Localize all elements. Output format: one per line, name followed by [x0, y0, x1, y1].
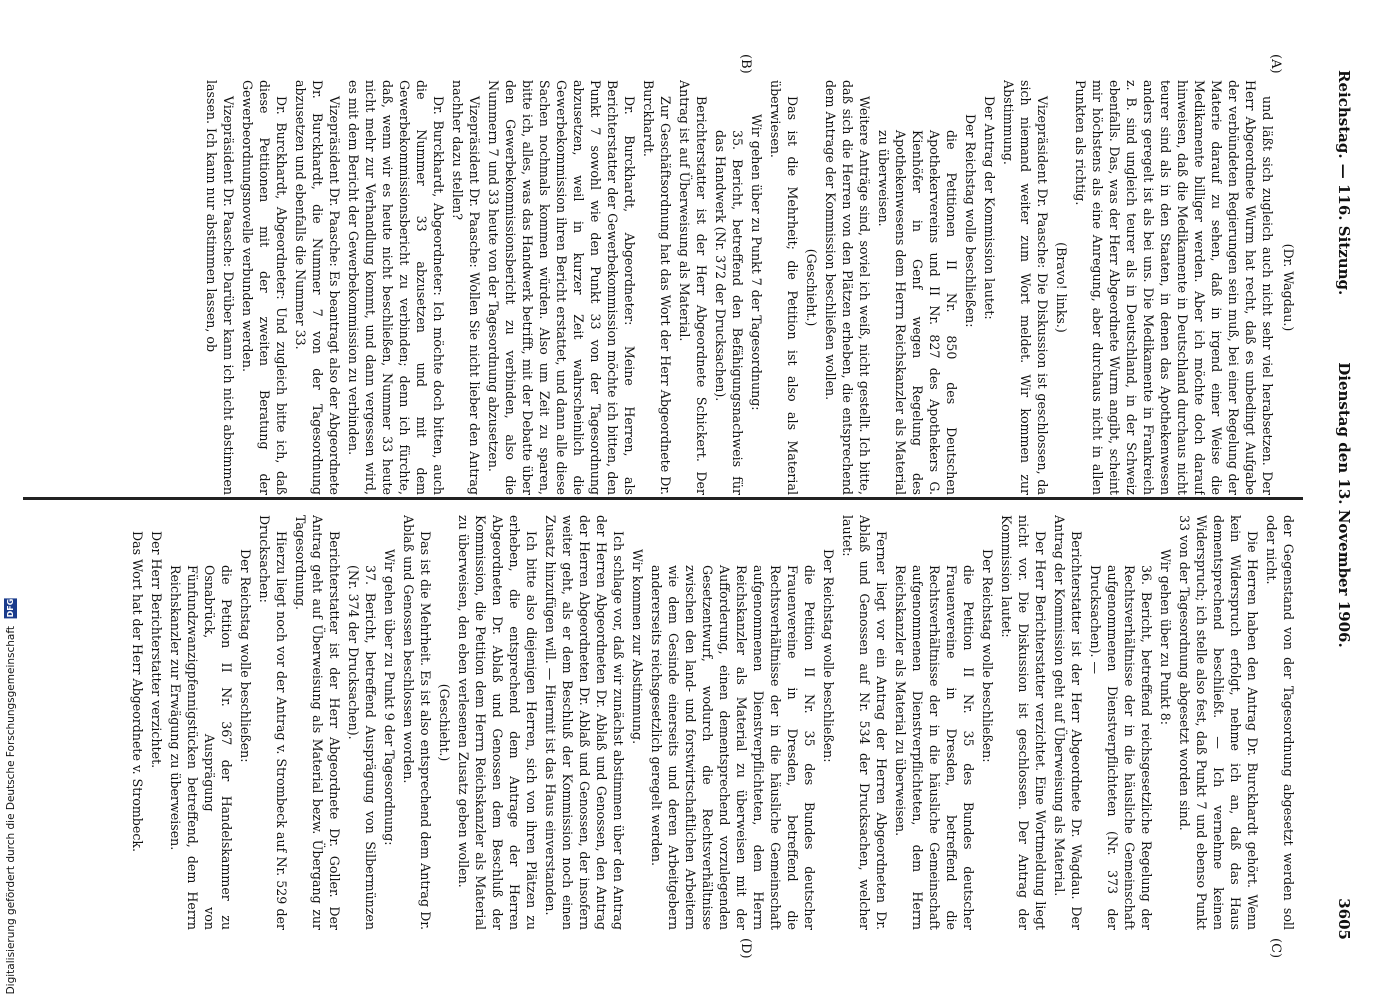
- paragraph: Berichterstatter ist der Herr Abgeordnete Dr. Wagdau. Der Antrag der Kommission geht auf Überweisung als Material.: [1052, 515, 1084, 930]
- paragraph: und läßt sich zugleich auch nicht sehr viel herabsetzen. Der Herr Abgeordnete Wurm hat recht, daß es unbedingt Aufgabe der verbündeten Regierungen sein muß, bei einer Regelung der Materie darauf zu sehen, daß in irgend einer Weise die Medikamente billiger werden. Aber ich möchte doch darauf hinweisen, daß die Medikamente in Deutschland durchaus nicht teurer sind als in den Staaten, in denen das Apothekenwesen anders geregelt ist als bei uns. Die Medikamente in Frankreich z. B. sind ungleich teurer als in Deutschland, in der Schweiz ebenfalls. Das, was der Herr Abgeordnete Wurm angibt, scheint mir höchstens als eine Anregung, aber durchaus nicht in allen Punkten als richtig.: [1073, 80, 1275, 495]
- paragraph: 37. Bericht, betreffend Ausprägung von Silbermünzen (Nr. 374 der Drucksachen).: [346, 565, 378, 930]
- paragraph: Vizepräsident Dr. Paasche: Die Diskussion ist geschlossen, da sich niemand weiter zum Wort meldet. Wir kommen zur Abstimmung.: [1001, 80, 1050, 495]
- sidebar: [0, 0, 22, 1000]
- margin-mark-c: (C): [1268, 938, 1283, 959]
- sidebar-credit: [4, 598, 17, 994]
- paragraph: Zur Geschäftsordnung hat das Wort der Herr Abgeordnete Dr. Burckhardt.: [641, 80, 673, 495]
- paragraph: Vizepräsident Dr. Paasche: Darüber kann ich nicht abstimmen lassen. Ich kann nur abstimmen lassen, ob: [204, 80, 236, 495]
- paragraph: die Petition II Nr. 35 des Bundes deutscher Frauenvereine in Dresden, betreffend die Rechtsverhältnisse der in die häusliche Gemeinschaft aufgenommenen Dienstverpflichteten, dem Herrn Reichskanzler als Material zu überweisen mit der Aufforderung, einen dementsprechend vorzulegenden Gesetzentwurf, wodurch die Rechtsverhältnisse zwischen den land- und forstwirtschaftlichen Arbeitern wie dem Gesinde einerseits und deren Arbeitgebern andererseits reichsgesetzlich geregelt werden.: [649, 565, 817, 930]
- paragraph: Der Antrag der Kommission lautet:: [982, 96, 997, 320]
- paragraph: Wir kommen zur Abstimmung.: [630, 549, 645, 745]
- paragraph: Wir gehen über zu Punkt 7 der Tagesordnung:: [749, 114, 764, 411]
- paragraph: Dr. Burckhardt, Abgeordneter: Und zugleich bitte ich, daß diese Petitionen mit der zweiten Beratung der Gewerbeordnungsnovelle verbunden werden.: [240, 80, 289, 495]
- paragraph: (Geschieht.): [437, 683, 452, 762]
- margin-mark-a: (A): [1268, 54, 1283, 74]
- paragraph: Wir gehen über zu Punkt 8:: [1158, 549, 1173, 726]
- paragraph: Der Reichstag wolle beschließen:: [980, 549, 995, 763]
- margin-mark-b: (B): [738, 54, 753, 74]
- page-number: 3605: [1335, 898, 1353, 940]
- column-divider: [23, 497, 1303, 500]
- paragraph: Wir gehen über zu Punkt 9 der Tagesordnung:: [382, 549, 397, 846]
- paragraph: Das Wort hat der Herr Abgeordnete v. Strombeck.: [130, 531, 145, 853]
- paragraph: (Geschieht.): [804, 248, 819, 327]
- paragraph: Berichterstatter ist der Herr Abgeordnete Dr. Goller. Der Antrag geht auf Überweisung als Material bezw. Übergang zur Tagesordnung.: [293, 515, 342, 930]
- paragraph: Ich schlage vor, daß wir zunächst abstimmen über den Antrag der Herren Abgeordneten Dr. Ablaß und Genossen, den Antrag der Herren Abgeordneten Dr. Ablaß und Genossen, der insofern weiter geht, als er dem Beschluß der Kommission noch einen Zusatz hinzufügen will. — Hiermit ist das Haus einverstanden.: [543, 515, 626, 930]
- paragraph: der Gegenstand von der Tagesordnung abgesetzt werden soll oder nicht.: [1264, 515, 1296, 930]
- paragraph: Ich bitte also diejenigen Herren, sich von ihren Plätzen zu erheben, die entsprechend dem Antrage der Herren Abgeordneten Dr. Ablaß und Genossen dem Beschluß der Kommission, die Petition dem Herrn Reichskanzler als Material zu überweisen, den eben verlesenen Zusatz geben wollen.: [456, 515, 539, 930]
- dfg-logo: DFG: [6, 598, 15, 618]
- header-session: Reichstag. — 116. Sitzung.: [1335, 70, 1353, 296]
- paragraph: Vizepräsident Dr. Paasche: Es beantragt also der Abgeordnete Dr. Burckhardt, die Nummer 7 von der Tagesordnung abzusetzen und ebenfalls die Nummer 33.: [293, 80, 342, 495]
- paragraph: die Petition II Nr. 35 des Bundes deutscher Frauenvereine in Dresden, betreffend die Rechtsverhältnisse der in die häusliche Gemeinschaft aufgenommenen Dienstverpflichteten, dem Herrn Reichskanzler als Material zu überweisen.: [893, 565, 976, 930]
- paragraph: Berichterstatter ist der Herr Abgeordnete Schickert. Der Antrag ist auf Überweisung als Material.: [677, 80, 709, 495]
- paragraph: Der Herr Berichterstatter verzichtet. Eine Wortmeldung liegt nicht vor. Die Diskussion ist geschlossen. Der Antrag der Kommission lautet:: [999, 515, 1048, 930]
- paragraph: Der Herr Berichterstatter verzichtet.: [149, 531, 164, 769]
- paragraph: 35. Bericht, betreffend den Befähigungsnachweis für das Handwerk (Nr. 372 der Drucksachen).: [713, 130, 745, 495]
- paragraph: Vizepräsident Dr. Paasche: Wollen Sie nicht lieber den Antrag nachher dazu stellen?: [450, 80, 482, 495]
- paragraph: Das ist die Mehrheit; die Petition ist also als Material überwiesen.: [768, 80, 800, 495]
- sidebar-credit-text: Digitalisierung gefördert durch die Deutsche Forschungsgemeinschaft: [5, 625, 17, 994]
- header-date: Dienstag den 13. November 1906.: [1335, 362, 1353, 648]
- paragraph: Die Herren haben den Antrag Dr. Burckhardt gehört. Wenn kein Widerspruch erfolgt, nehme ich an, daß das Haus dementsprechend beschließt. — Ich vernehme keinen Widerspruch; ich stelle also fest, daß Punkt 7 und ebenso Punkt 33 von der Tagesordnung abgesetzt worden sind.: [1177, 515, 1260, 930]
- paragraph: 36. Bericht, betreffend reichsgesetzliche Regelung der Rechtsverhältnisse der in die häusliche Gemeinschaft aufgenommenen Dienstverpflichteten (Nr. 373 der Drucksachen). —: [1088, 565, 1154, 930]
- paragraph: Das ist die Mehrheit. Es ist also entsprechend dem Antrag Dr. Ablaß und Genossen beschlossen worden.: [401, 515, 433, 930]
- paragraph: Weitere Anträge sind, soviel ich weiß, nicht gestellt. Ich bitte, daß sich die Herren von den Plätzen erheben, die entsprechend dem Antrage der Kommission beschließen wollen.: [823, 80, 872, 495]
- paragraph: Dr. Burckhardt, Abgeordneter: Meine Herren, als Berichterstatter der Gewerbekommission möchte ich bitten, den Punkt 7 sowohl wie den Punkt 33 von der Tagesordnung abzusetzen, weil in kurzer Zeit wahrscheinlich die Gewerbekommission ihren Bericht erstattet, und dann alle diese Sachen nochmals kommen würden. Also um Zeit zu sparen, bitte ich, alles, was das Handwerk betrifft, mit der Debatte über den Gewerbekommissionsbericht zu verbinden, also die Nummern 7 und 33 heute von der Tagesordnung abzusetzen.: [486, 80, 637, 495]
- right-column: [27, 515, 1297, 930]
- page-header: [1315, 70, 1375, 940]
- paragraph: Dr. Burckhardt, Abgeordneter: Ich möchte doch bitten, auch die Nummer 33 abzusetzen und mit dem Gewerbekommissionsbericht zu verbinden; denn ich fürchte, daß, wenn wir es heute nicht beschließen, Nummer 33 heute nicht mehr zur Verhandlung kommt, und dann vergessen wird, es mit dem Bericht der Gewerbekommission zu verbinden.: [346, 80, 446, 495]
- paragraph: die Petition II Nr. 367 der Handelskammer zu Osnabrück, Ausprägung von Fünfundzwanzigpfennigstücken betreffend, dem Herrn Reichskanzler zur Erwägung zu überweisen.: [168, 565, 234, 930]
- paragraph: Ferner liegt vor ein Antrag der Herren Abgeordneten Dr. Ablaß und Genossen auf Nr. 534 der Drucksachen, welcher lautet:: [840, 515, 889, 930]
- margin-mark-d: (D): [738, 938, 753, 959]
- paragraph: (Dr. Wagdau.): [1281, 243, 1296, 332]
- paragraph: (Bravo! links.): [1054, 242, 1069, 333]
- paragraph: die Petitionen II Nr. 850 des Deutschen Apothekervereins und II Nr. 827 des Apothekers G. Kienhöfer in Genf wegen Regelung des Apothekenwesens dem Herrn Reichskanzler als Material zu überweisen.: [876, 130, 959, 495]
- paragraph: Der Reichstag wolle beschließen:: [821, 549, 836, 763]
- paragraph: Hierzu liegt noch vor der Antrag v. Strombeck auf Nr. 529 der Drucksachen:: [257, 515, 289, 930]
- paragraph: Der Reichstag wolle beschließen:: [963, 114, 978, 328]
- left-column: [27, 80, 1297, 495]
- paragraph: Der Reichstag wolle beschließen:: [238, 549, 253, 763]
